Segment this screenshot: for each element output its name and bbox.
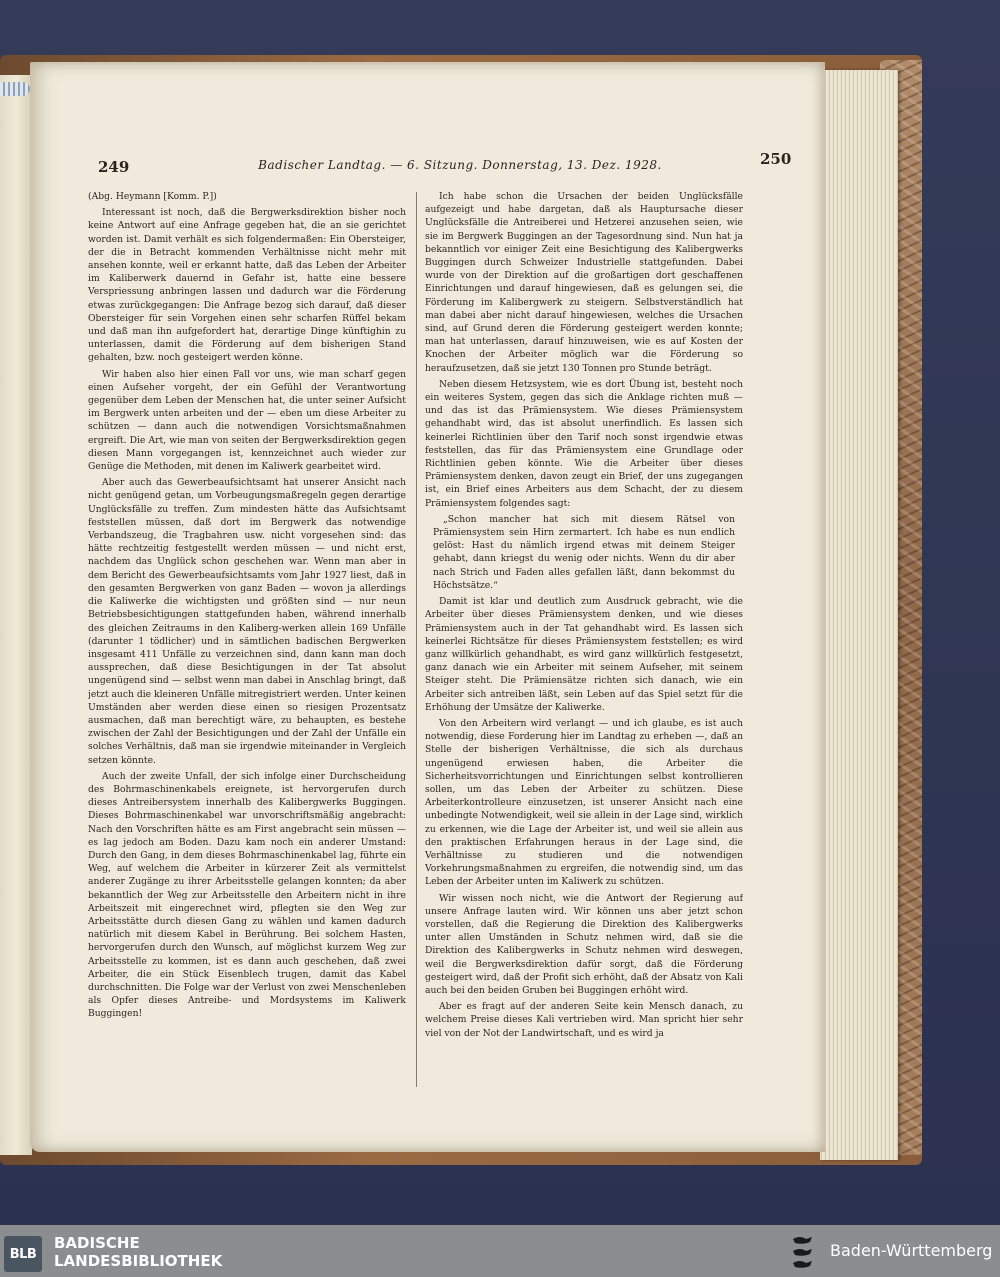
paragraph: Damit ist klar und deutlich zum Ausdruck gebracht, wie die Arbeiter über dieses Prämiensystem denken, und wie dieses Prämiensystem auch in der Tat gehandhabt wird. Es lassen sich keinerlei Richtsätze für dieses Prämiensystem feststellen; es wird ganz willkürlich gehandhabt, es wird ganz willkürlich festgesetzt, ganz danach wie ein Arbeiter mit seinem Aufseher, mit seinem Steiger steht. Die Prämiensätze richten sich danach, wie ein Arbeiter sich antreiben läßt, sein Leben auf das Spiel setzt für die Erhöhung der Umsätze der Kaliwerke. bbox=[425, 596, 743, 713]
paragraph: Von den Arbeitern wird verlangt — und ich glaube, es ist auch notwendig, diese Forderung hier im Landtag zu erheben —, daß an Stelle der bisherigen Verhältnisse, die sich als durchaus ungenügend erwiesen haben, die Arbeiter die Sicherheitsvorrichtungen und Einrichtungen selbst kontrollieren sollen, um das Leben der Arbeiter zu schützen. Diese Arbeiterkontrolleure einzusetzen, ist unserer Ansicht nach eine unbedingte Notwendigkeit, weil sie allein in der Lage sind, wirklich zu erkennen, wie die Lage der Arbeiter ist, und weil sie allein aus den praktischen Erfahrungen heraus in der Lage sind, die Verhältnisse zu studieren und die notwendigen Vorkehrungsmaßnahmen zu ergreifen, die notwendig sind, um das Leben der Arbeiter unten im Kaliwerk zu schützen. bbox=[425, 717, 743, 888]
text-column-left bbox=[88, 190, 406, 1095]
paragraph: Auch der zweite Unfall, der sich infolge einer Durchscheidung des Bohrmaschinenkabels ereignete, ist hervorgerufen durch dieses Antreibersystem innerhalb des Kalibergwerks Buggingen. Dieses Bohrmaschinenkabel war unvorschriftsmäßig angebracht: Nach den Vorschriften hätte es am First angebracht sein müssen — es lag jedoch am Boden. Dazu kam noch ein anderer Umstand: Durch den Gang, in dem dieses Bohrmaschinenkabel lag, führte ein Weg, auf welchem die Arbeiter in kürzerer Zeit als vermittelst anderer Zugänge zu ihrer Arbeitsstelle gelangen konnten; da aber bekanntlich der Weg zur Arbeitsstelle den Arbeitern nicht in ihre Arbeitszeit mit eingerechnet wird, pflegten sie den Weg zur Arbeitsstätte durch diesen Gang zu wählen und kamen dadurch natürlich mit diesem Kabel in Berührung. Bei solchem Hasten, hervorgerufen durch den Wunsch, auf möglichst kurzem Weg zur Arbeitsstelle zu kommen, ist es dann auch geschehen, daß zwei Arbeiter, die ein Stück Eisenblech trugen, damit das Kabel durchschnitten. Die Folge war der Verlust von zwei Menschenleben als Opfer dieses Antreibe- und Mordsystems im Kaliwerk Buggingen! bbox=[88, 770, 406, 1020]
baden-wuerttemberg-emblem bbox=[790, 1233, 820, 1273]
paragraph: Aber es fragt auf der anderen Seite kein Mensch danach, zu welchem Preise dieses Kali vertrieben wird. Man spricht hier sehr viel von der Not der Landwirtschaft, und es wird ja bbox=[425, 1001, 743, 1039]
paragraph: Aber auch das Gewerbeaufsichtsamt hat unserer Ansicht nach nicht genügend getan, um Vorbeugungsmaßregeln gegen derartige Unglücksfälle zu treffen. Zum mindesten hätte das Aufsichtsamt feststellen müssen, daß dort im Bergwerk das notwendige Verbandszeug, die Tragbahren usw. nicht vorgesehen sind: das hätte rechtzeitig festgestellt werden müssen — und nicht erst, nachdem das Unglück schon geschehen war. Wenn man aber in dem Bericht des Gewerbeaufsichtsamts vom Jahr 1927 liest, daß in den gesamten Bergwerken von ganz Baden — wovon ja allerdings die Kaliwerke die wichtigsten und größten sind — nur neun Betriebsbesichtigungen stattgefunden haben, während innerhalb des gleichen Zeitraums in den Kaliberg-werken allein 169 Unfälle (darunter 1 tödlicher) und in sämtlichen badischen Bergwerken insgesamt 411 Unfälle zu verzeichnen sind, dann kann man doch aussprechen, daß diese Besichtigungen in der Tat absolut ungenügend sind — selbst wenn man dabei in Anschlag bringt, daß jetzt auch die kleineren Unfälle mitregistriert werden. Unter keinen Umständen aber werden diese einen so riesigen Prozentsatz ausmachen, daß man berechtigt wäre, zu behaupten, es bestehe zwischen der Zahl der Besichtigungen und der Zahl der Unfälle ein solches Verhältnis, daß man sie irgendwie miteinander in Vergleich setzen könnte. bbox=[88, 477, 406, 766]
column-divider bbox=[416, 192, 417, 1087]
state-name[interactable]: Baden-Württemberg bbox=[830, 1241, 993, 1260]
library-name-line2: LANDESBIBLIOTHEK bbox=[54, 1252, 223, 1270]
speaker-label: (Abg. Heymann [Komm. P.]) bbox=[88, 191, 217, 202]
quoted-letter: „Schon mancher hat sich mit diesem Rätsel von Prämiensystem sein Hirn zermartert. Ich habe es nun endlich gelöst: Hast du nämlich irgend etwas mit deinem Steiger gehabt, dann kriegst du wenig oder nichts. Wenn du dir aber nach Strich und Faden alles gefallen läßt, dann bekommst du Höchstsätze.“ bbox=[433, 513, 735, 591]
blb-logo[interactable]: BLB bbox=[4, 1236, 42, 1272]
paragraph: Wir wissen noch nicht, wie die Antwort der Regierung auf unsere Anfrage lauten wird. Wir können uns aber jetzt schon vorstellen, daß die Regierung die Direktion des Kalibergwerks unter allen Umständen in Schutz nehmen wird, daß sie die Direktion des Kalibergwerks in Schutz nehmen wird deswegen, weil die Bergwerksdirektion dafür sorgt, daß die Förderung gesteigert wird, daß der Profit sich erhöht, daß der Absatz von Kali auch bei den beiden Gruben bei Buggingen erhöht wird. bbox=[425, 892, 743, 996]
page-stack-edge bbox=[820, 70, 898, 1160]
paragraph: Ich habe schon die Ursachen der beiden Unglücksfälle aufgezeigt und habe dargetan, daß als Hauptursache dieser Unglücksfälle die Antreiberei und Hetzerei anzusehen seien, wie sie im Bergwerk Buggingen an der Tagesordnung sind. Nun hat ja bekanntlich vor einiger Zeit eine Besichtigung des Kalibergwerks Buggingen durch Schweizer Industrielle stattgefunden. Dabei wurde von der Direktion auf die großartigen dort geschaffenen Einrichtungen und darauf hingewiesen, daß es gelungen sei, die Förderung im Kalibergwerk zu steigern. Selbstverständlich hat man dabei aber nicht darauf hingewiesen, welches die Ursachen sind, auf Grund deren die Förderung gesteigert werden konnte; man hat unterlassen, darauf hinzuweisen, wie es auf Kosten der Knochen der Arbeiter möglich war die Förderung so heraufzusetzen, daß sie jetzt 130 Tonnen pro Stunde beträgt. bbox=[425, 191, 743, 374]
facing-page-edge bbox=[0, 75, 32, 1155]
library-name[interactable] bbox=[54, 1234, 222, 1270]
library-name-line1: BADISCHE bbox=[54, 1234, 140, 1252]
running-head: Badischer Landtag. — 6. Sitzung. Donnerstag, 13. Dez. 1928. bbox=[258, 158, 662, 172]
bookmark-ribbon bbox=[0, 82, 30, 96]
paragraph: Neben diesem Hetzsystem, wie es dort Übung ist, besteht noch ein weiteres System, gegen das sich die Anklage richten muß — und das ist das Prämiensystem. Wie dieses Prämiensystem gehandhabt wird, das ist absolut unerfindlich. Es lassen sich keinerlei Richtlinien über den Tarif noch sonst irgendwie etwas feststellen, das für das Prämiensystem eine Grundlage oder Richtlinien geben könnte. Wie die Arbeiter über dieses Prämiensystem denken, davon zeugt ein Brief, der uns zugegangen ist, ein Brief eines Arbeiters aus dem Schacht, der zu diesem Prämiensystem folgendes sagt: bbox=[425, 378, 743, 509]
text-column-right bbox=[425, 190, 743, 1095]
page-number-left: 249 bbox=[98, 158, 130, 176]
page-number-right: 250 bbox=[760, 150, 792, 168]
paragraph: Interessant ist noch, daß die Bergwerksdirektion bisher noch keine Antwort auf eine Anfrage gegeben hat, die an sie gerichtet worden ist. Damit verhält es sich folgendermaßen: Ein Obersteiger, der die in Betracht kommenden Verhältnisse nicht mehr mit ansehen konnte, weil er erkannt hatte, daß das Leben der Arbeiter im Kaliberwerk dauernd in Gefahr ist, hatte eine bessere Verspriessung anbringen lassen und dadurch war die Förderung etwas zurückgegangen: Die Anfrage bezog sich darauf, daß dieser Obersteiger für sein Vorgehen einen sehr scharfen Rüffel bekam und daß man ihn aufgefordert hat, derartige Dinge künftighin zu unterlassen, damit die Förderung auf dem bisherigen Stand gehalten, bzw. noch gesteigert werden könne. bbox=[88, 207, 406, 364]
page-header bbox=[70, 150, 792, 176]
paragraph: Wir haben also hier einen Fall vor uns, wie man scharf gegen einen Aufseher vorgeht, der ein Gefühl der Verantwortung gegenüber dem Leben der Menschen hat, die unter seiner Aufsicht im Bergwerk unten arbeiten und der — eben um diese Arbeiter zu schützen — dann auch die notwendigen Vorsichtsmaßnahmen ergreift. Die Art, wie man von seiten der Bergwerksdirektion gegen diesen Mann vorgegangen ist, kennzeichnet auch wieder zur Genüge die Methoden, mit denen im Kaliwerk gearbeitet wird. bbox=[88, 368, 406, 473]
